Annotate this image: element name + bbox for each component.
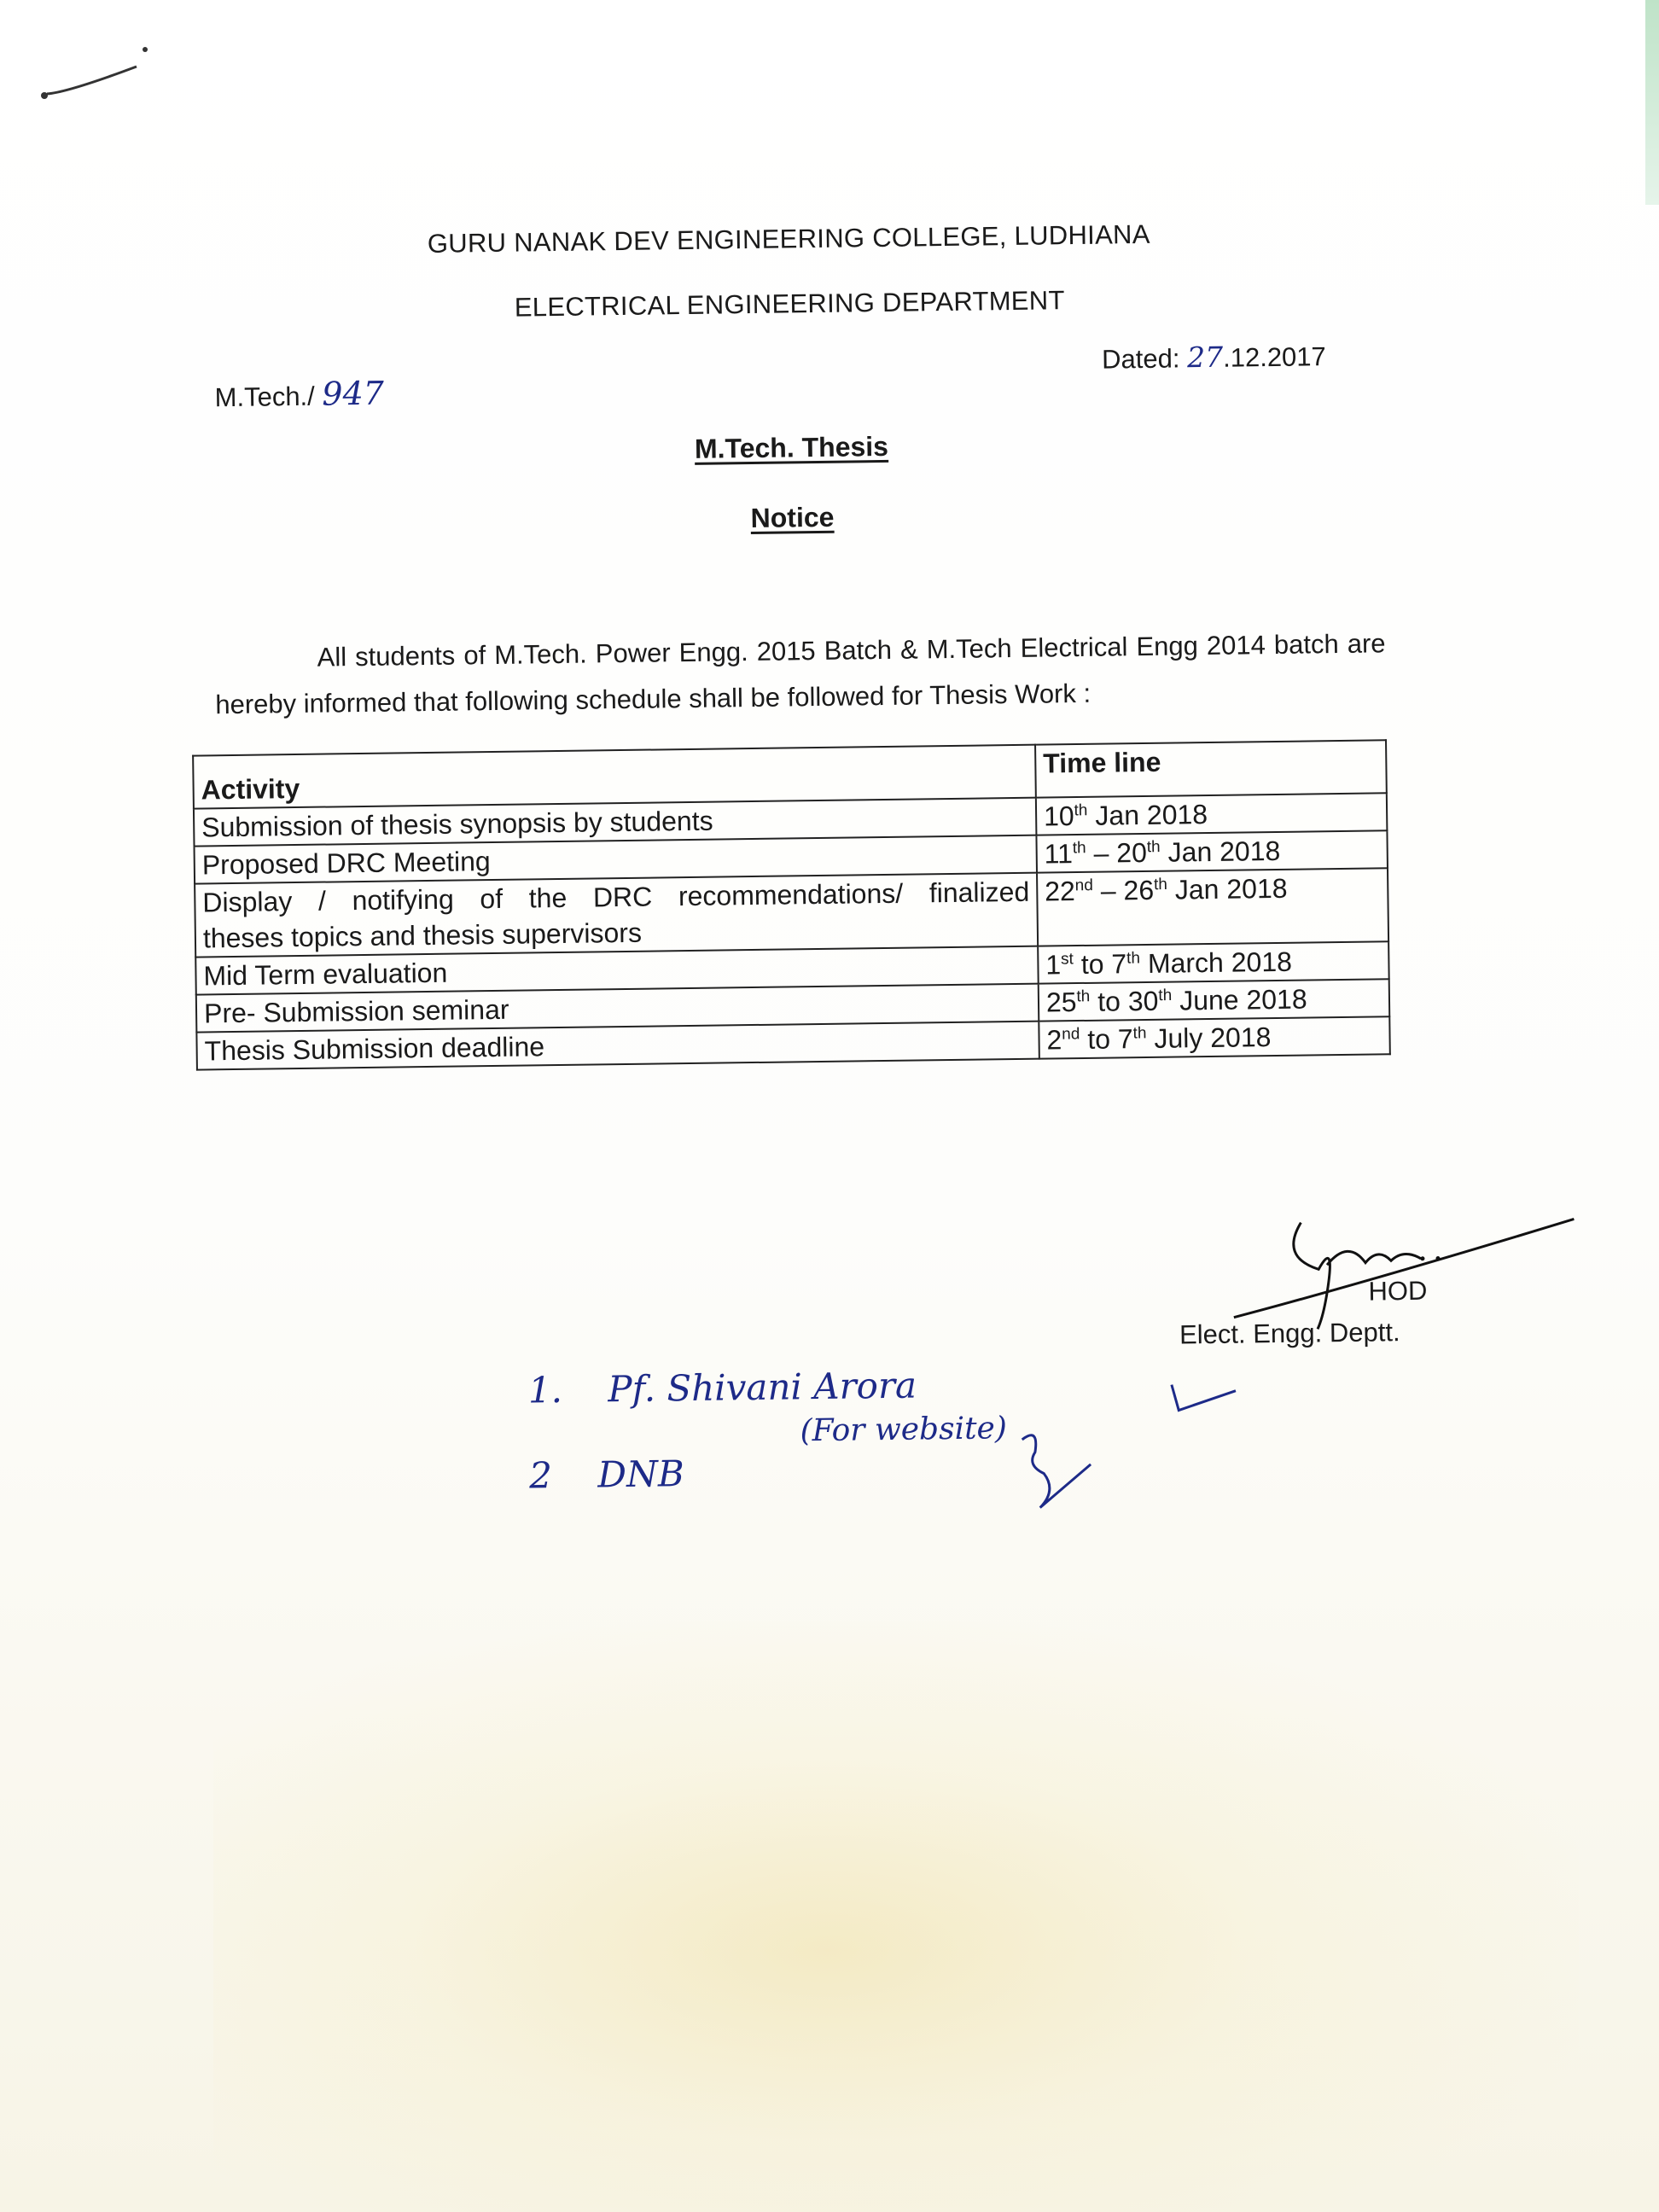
- ordinal-suffix: nd: [1062, 1025, 1080, 1044]
- department-name: ELECTRICAL ENGINEERING DEPARTMENT: [514, 285, 1065, 323]
- activity-cell: Proposed DRC Meeting: [195, 835, 1037, 884]
- schedule-table: [192, 739, 1391, 1070]
- notice-title: [0, 422, 1590, 474]
- notice-subtitle-text: Notice: [750, 501, 835, 534]
- activity-line: Display / notifying of the DRC recommendations/ finalized: [202, 876, 1030, 918]
- activity-cell: Submission of thesis synopsis by students: [194, 798, 1036, 847]
- reference-prefix: M.Tech./: [214, 381, 316, 413]
- note-item-1-subtext: (For website): [800, 1411, 1008, 1449]
- note-item-1-text: Pf. Shivani Arora: [608, 1364, 917, 1411]
- timeline-text: June 2018: [1172, 983, 1307, 1016]
- timeline-text: – 26: [1092, 874, 1155, 906]
- timeline-text: March 2018: [1139, 946, 1293, 980]
- activity-line: theses topics and thesis supervisors: [202, 917, 643, 954]
- initials-mark: [1004, 1422, 1109, 1526]
- timeline-text: Jan 2018: [1087, 799, 1208, 831]
- ordinal-suffix: th: [1153, 876, 1168, 894]
- note-item-2-number: 2: [528, 1454, 553, 1497]
- activity-cell: Pre- Submission seminar: [196, 984, 1039, 1033]
- timeline-text: 11: [1044, 838, 1074, 870]
- notice-title-text: M.Tech. Thesis: [694, 430, 889, 464]
- ordinal-suffix: th: [1074, 801, 1088, 820]
- timeline-text: 1: [1045, 949, 1062, 981]
- timeline-text: 2: [1046, 1024, 1062, 1056]
- timeline-cell: [1037, 868, 1388, 946]
- timeline-cell: [1039, 979, 1390, 1021]
- tick-mark: [1163, 1375, 1249, 1418]
- timeline-cell: [1038, 941, 1389, 983]
- timeline-cell: [1039, 1016, 1390, 1058]
- timeline-text: 22: [1044, 876, 1076, 907]
- date-line: [1102, 339, 1326, 375]
- note-item-2: [529, 1452, 684, 1496]
- college-name: GURU NANAK DEV ENGINEERING COLLEGE, LUDHIANA: [427, 218, 1150, 259]
- activity-cell: [195, 873, 1038, 958]
- reference-handwritten-number: 947: [322, 374, 385, 413]
- timeline-text: July 2018: [1146, 1022, 1272, 1054]
- timeline-cell: [1036, 793, 1388, 835]
- signatory-title: HOD: [1368, 1275, 1428, 1307]
- signatory-department: Elect. Engg. Deptt.: [1179, 1317, 1400, 1350]
- timeline-text: to 7: [1073, 948, 1127, 981]
- ordinal-suffix: nd: [1074, 876, 1094, 895]
- ordinal-suffix: th: [1146, 838, 1161, 857]
- reference-number: [214, 375, 384, 415]
- ordinal-suffix: st: [1060, 950, 1074, 969]
- note-item-1: [528, 1365, 917, 1412]
- ordinal-suffix: th: [1132, 1024, 1147, 1043]
- activity-header: Activity: [193, 745, 1036, 809]
- timeline-text: 25: [1045, 987, 1077, 1018]
- ordinal-suffix: th: [1072, 839, 1086, 858]
- timeline-text: to 30: [1090, 985, 1159, 1017]
- timeline-text: Jan 2018: [1160, 835, 1281, 868]
- activity-cell: Thesis Submission deadline: [196, 1022, 1039, 1070]
- ordinal-suffix: th: [1158, 986, 1173, 1005]
- date-rest: .12.2017: [1222, 341, 1326, 373]
- timeline-cell: [1036, 830, 1388, 872]
- date-label: Dated:: [1101, 343, 1180, 375]
- activity-cell: Mid Term evaluation: [195, 946, 1038, 995]
- timeline-text: 10: [1043, 800, 1074, 832]
- timeline-text: Jan 2018: [1167, 872, 1288, 905]
- notice-subtitle: [0, 492, 1591, 544]
- timeline-text: to 7: [1080, 1023, 1133, 1056]
- ordinal-suffix: th: [1076, 987, 1091, 1006]
- note-item-1-number: 1.: [527, 1368, 563, 1412]
- timeline-text: – 20: [1086, 836, 1148, 869]
- timeline-header: Time line: [1035, 740, 1387, 797]
- date-day: 27: [1186, 340, 1224, 375]
- notice-paragraph: All students of M.Tech. Power Engg. 2015 Batch & M.Tech Electrical Engg 2014 batch are hereby informed that following schedule shall be followed for Thesis Work :: [215, 628, 1386, 720]
- ordinal-suffix: th: [1126, 949, 1141, 968]
- note-item-2-text: DNB: [597, 1452, 684, 1496]
